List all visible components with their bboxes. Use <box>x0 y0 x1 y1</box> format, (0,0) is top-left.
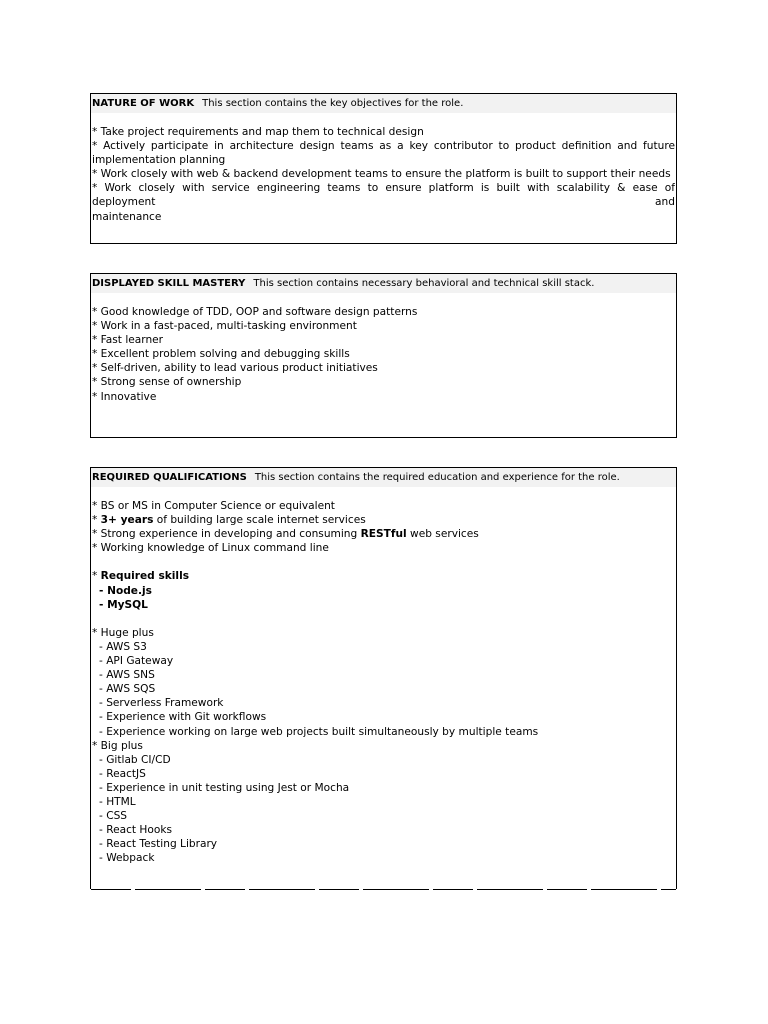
bullet: * <box>92 570 101 583</box>
section-body <box>91 113 676 224</box>
section-header <box>91 468 676 487</box>
huge-plus-item: - Experience working on large web projects built simultaneously by multiple teams <box>99 725 539 738</box>
section-description: This section contains the key objectives for the role. <box>202 98 464 109</box>
section-body <box>91 293 676 404</box>
emphasis: Required skills <box>100 570 190 583</box>
section-description: This section contains the required education and experience for the role. <box>254 472 620 483</box>
spacer <box>92 612 675 626</box>
huge-plus-item: - Experience with Git workflows <box>99 711 267 724</box>
big-plus-label: * Big plus <box>92 739 143 752</box>
list-item: * Work closely with web & backend development teams to ensure the platform is built to support their needs <box>92 168 671 181</box>
list-item-text: * Strong experience in developing and consuming <box>92 528 361 541</box>
section-header <box>91 94 676 113</box>
list-item: * Fast learner <box>92 334 164 347</box>
list-item-text: of building large scale internet services <box>153 514 366 527</box>
huge-plus-item: - AWS SNS <box>99 669 155 682</box>
big-plus-item: - CSS <box>99 810 128 823</box>
emphasis: 3+ years <box>100 514 154 527</box>
list-item: * BS or MS in Computer Science or equivalent <box>92 500 335 512</box>
list-item-text: web services <box>406 528 479 541</box>
huge-plus-item: - Serverless Framework <box>99 697 224 710</box>
big-plus-item: - React Hooks <box>99 824 173 837</box>
huge-plus-item: - AWS SQS <box>99 683 156 696</box>
huge-plus-item: - AWS S3 <box>99 640 147 653</box>
skill-mastery-section <box>90 273 677 438</box>
big-plus-item: - Gitlab CI/CD <box>99 753 171 766</box>
list-item <box>92 513 675 527</box>
big-plus-item: - Webpack <box>99 852 155 865</box>
emphasis: RESTful <box>360 528 407 541</box>
list-item <box>92 527 675 541</box>
list-item: * Take project requirements and map them to technical design <box>92 126 424 138</box>
list-item: * Actively participate in architecture design teams as a key contributor to product definition and future <box>92 140 675 153</box>
required-qualifications-section <box>90 467 677 889</box>
required-skills-label <box>92 569 675 583</box>
section-header <box>91 274 676 293</box>
list-item: * Self-driven, ability to lead various product initiatives <box>92 362 378 375</box>
big-plus-item: - ReactJS <box>99 767 146 780</box>
big-plus-item: - HTML <box>99 795 136 808</box>
big-plus-item: - Experience in unit testing using Jest or Mocha <box>99 781 350 794</box>
section-title: REQUIRED QUALIFICATIONS <box>92 472 247 483</box>
huge-plus-item: - API Gateway <box>99 655 174 668</box>
list-item: * Work closely with service engineering teams to ensure platform is built with scalability & ease of deployment and <box>92 182 675 209</box>
list-item: * Good knowledge of TDD, OOP and software design patterns <box>92 306 418 318</box>
section-title: DISPLAYED SKILL MASTERY <box>92 278 246 289</box>
nature-of-work-section <box>90 93 677 244</box>
bullet: * <box>92 514 101 527</box>
list-item: * Innovative <box>92 390 157 403</box>
required-skill-item: - MySQL <box>99 598 148 611</box>
list-item-continuation: implementation planning <box>92 154 226 167</box>
list-item-continuation: maintenance <box>92 210 162 223</box>
section-body <box>91 487 676 865</box>
section-description: This section contains necessary behavioral and technical skill stack. <box>253 278 595 289</box>
list-item: * Work in a fast-paced, multi-tasking environment <box>92 320 357 333</box>
list-item: * Working knowledge of Linux command line <box>92 542 329 555</box>
section-bottom-border <box>91 889 676 890</box>
list-item: * Strong sense of ownership <box>92 376 242 389</box>
huge-plus-label: * Huge plus <box>92 626 154 639</box>
list-item: * Excellent problem solving and debugging skills <box>92 348 350 361</box>
spacer <box>92 555 675 569</box>
section-title: NATURE OF WORK <box>92 98 195 109</box>
required-skill-item: - Node.js <box>99 584 152 597</box>
big-plus-item: - React Testing Library <box>99 838 218 851</box>
